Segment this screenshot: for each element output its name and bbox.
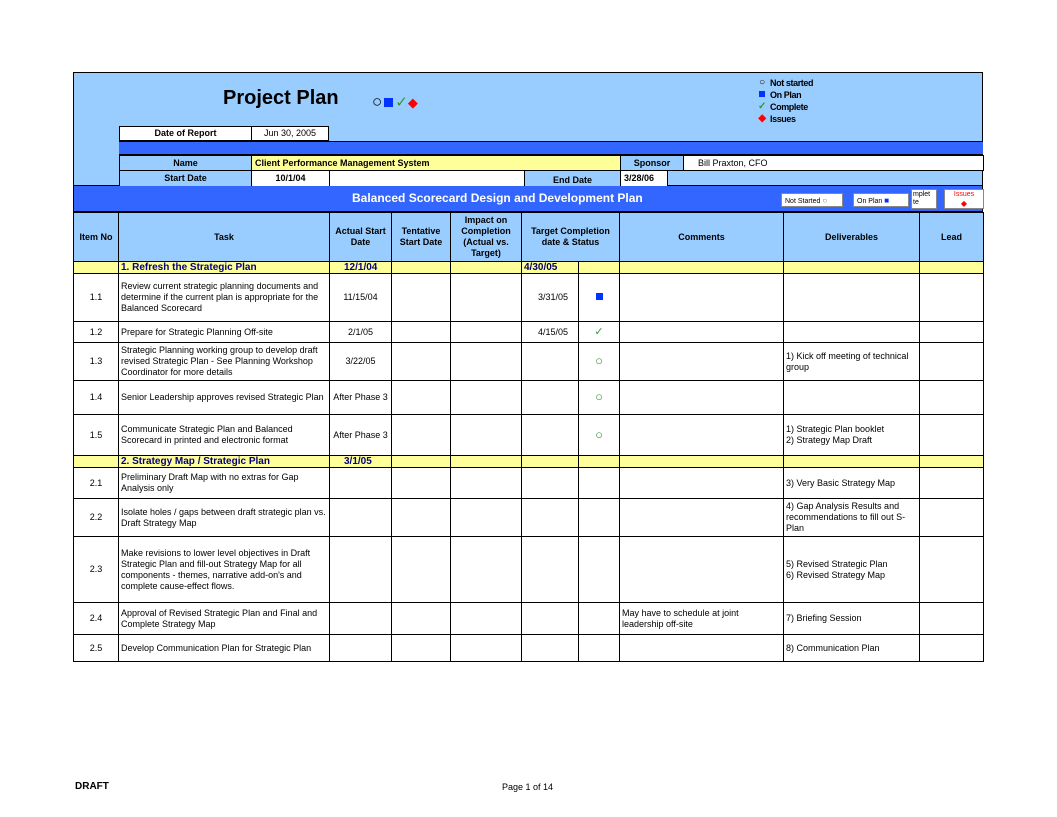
task-text: Communicate Strategic Plan and Balanced Scorecard in printed and electronic format — [119, 415, 330, 456]
comments-text: May have to schedule at joint leadership off-site — [620, 603, 784, 635]
tentative-start-date — [392, 468, 451, 499]
deliverables-text: 4) Gap Analysis Results and recommendations to fill out S-Plan — [784, 499, 920, 537]
table-row — [74, 468, 984, 499]
phase-empty-cell — [784, 456, 920, 468]
plan-table — [73, 212, 984, 662]
target-date — [522, 468, 579, 499]
lead-text — [920, 381, 984, 415]
col-lead: Lead — [920, 213, 984, 262]
comments-text — [620, 468, 784, 499]
item-no: 2.4 — [74, 603, 119, 635]
task-text: Approval of Revised Strategic Plan and Final and Complete Strategy Map — [119, 603, 330, 635]
lead-text — [920, 274, 984, 322]
phase-actual-start: 3/1/05 — [330, 456, 392, 468]
item-no: 1.4 — [74, 381, 119, 415]
tentative-start-date — [392, 381, 451, 415]
lead-text — [920, 635, 984, 662]
col-deliverables: Deliverables — [784, 213, 920, 262]
deliverables-text: 8) Communication Plan — [784, 635, 920, 662]
legend-item-issues — [754, 113, 813, 125]
status-cell — [579, 322, 620, 343]
item-no: 1.1 — [74, 274, 119, 322]
legend-label: Not started — [770, 78, 814, 88]
status-legend — [754, 77, 813, 125]
col-item-no: Item No — [74, 213, 119, 262]
comments-text — [620, 415, 784, 456]
tentative-start-date — [392, 274, 451, 322]
task-text: Prepare for Strategic Planning Off-site — [119, 322, 330, 343]
table-row — [74, 499, 984, 537]
task-text: Develop Communication Plan for Strategic Plan — [119, 635, 330, 662]
target-date — [522, 537, 579, 603]
impact-value — [451, 635, 522, 662]
actual-start-date: After Phase 3 — [330, 381, 392, 415]
start-date-value: 10/1/04 — [251, 170, 330, 187]
status-cell — [579, 537, 620, 603]
legend-item-on-plan — [754, 89, 813, 101]
tentative-start-date — [392, 537, 451, 603]
item-no: 2.5 — [74, 635, 119, 662]
task-text: Review current strategic planning documents and determine if the current plan is appropriate for the Balanced Scorecard — [119, 274, 330, 322]
col-actual-start: Actual Start Date — [330, 213, 392, 262]
sponsor-label: Sponsor — [620, 155, 684, 171]
key-issues — [944, 189, 984, 209]
deliverables-text: 1) Kick off meeting of technical group — [784, 343, 920, 381]
page-number: Page 1 of 14 — [502, 782, 554, 792]
phase-row — [74, 456, 984, 468]
deliverables-text: 1) Strategic Plan booklet 2) Strategy Map Draft — [784, 415, 920, 456]
legend-label: Issues — [770, 114, 796, 124]
task-text: Preliminary Draft Map with no extras for Gap Analysis only — [119, 468, 330, 499]
phase-empty-cell — [620, 456, 784, 468]
comments-text — [620, 274, 784, 322]
phase-target — [522, 456, 579, 468]
impact-value — [451, 274, 522, 322]
table-row — [74, 635, 984, 662]
status-cell — [579, 468, 620, 499]
not-started-circle-icon: ○ — [595, 389, 603, 404]
not-started-circle-icon: ○ — [595, 353, 603, 368]
table-row — [74, 343, 984, 381]
tentative-start-date — [392, 322, 451, 343]
col-target: Target Completion date & Status — [522, 213, 620, 262]
page-title: Project Plan — [223, 87, 339, 109]
actual-start-date: 3/22/05 — [330, 343, 392, 381]
phase-empty-cell — [579, 262, 620, 274]
impact-value — [451, 381, 522, 415]
circle-icon: ○ — [759, 77, 765, 88]
impact-value — [451, 603, 522, 635]
status-cell — [579, 499, 620, 537]
target-date — [522, 635, 579, 662]
status-cell — [579, 274, 620, 322]
lead-text — [920, 537, 984, 603]
phase-empty-cell — [784, 262, 920, 274]
item-no: 2.3 — [74, 537, 119, 603]
key-label: mplet te — [913, 191, 931, 206]
phase-actual-start: 12/1/04 — [330, 262, 392, 274]
status-cell — [579, 343, 620, 381]
square-icon: ■ — [884, 196, 890, 205]
actual-start-date — [330, 603, 392, 635]
table-row — [74, 415, 984, 456]
item-no: 2.2 — [74, 499, 119, 537]
item-no: 1.5 — [74, 415, 119, 456]
lead-text — [920, 322, 984, 343]
phase-target: 4/30/05 — [522, 262, 579, 274]
actual-start-date: 11/15/04 — [330, 274, 392, 322]
blank-cell — [329, 170, 525, 187]
actual-start-date — [330, 537, 392, 603]
deliverables-text: 5) Revised Strategic Plan 6) Revised Strategy Map — [784, 537, 920, 603]
table-row — [74, 274, 984, 322]
deliverables-text: 7) Briefing Session — [784, 603, 920, 635]
comments-text — [620, 499, 784, 537]
key-on-plan — [853, 193, 909, 207]
deliverables-text — [784, 322, 920, 343]
comments-text — [620, 537, 784, 603]
date-of-report-label: Date of Report — [119, 126, 252, 141]
status-cell — [579, 635, 620, 662]
end-date-label: End Date — [524, 170, 621, 187]
table-body — [74, 262, 984, 662]
lead-text — [920, 415, 984, 456]
actual-start-date: After Phase 3 — [330, 415, 392, 456]
status-cell — [579, 415, 620, 456]
col-task: Task — [119, 213, 330, 262]
end-date-value: 3/28/06 — [620, 170, 668, 187]
key-not-started — [781, 193, 843, 207]
tentative-start-date — [392, 635, 451, 662]
impact-value — [451, 468, 522, 499]
actual-start-date: 2/1/05 — [330, 322, 392, 343]
col-impact: Impact on Completion (Actual vs. Target) — [451, 213, 522, 262]
project-plan-sheet — [73, 72, 984, 669]
square-icon — [754, 89, 770, 101]
deliverables-text — [784, 381, 920, 415]
diamond-icon: ◆ — [960, 199, 968, 208]
draft-label: DRAFT — [75, 781, 109, 792]
not-started-circle-icon: ○ — [372, 92, 383, 111]
phase-empty-cell — [74, 262, 119, 274]
issues-diamond-icon: ◆ — [407, 95, 418, 110]
phase-empty-cell — [920, 456, 984, 468]
phase-name: 2. Strategy Map / Strategic Plan — [119, 456, 330, 468]
legend-label: Complete — [770, 102, 808, 112]
phase-name: 1. Refresh the Strategic Plan — [119, 262, 330, 274]
date-of-report-value: Jun 30, 2005 — [251, 126, 329, 141]
phase-empty-cell — [579, 456, 620, 468]
not-started-circle-icon: ○ — [595, 426, 603, 442]
target-date: 4/15/05 — [522, 322, 579, 343]
start-date-label: Start Date — [119, 170, 252, 187]
plan-title: Balanced Scorecard Design and Development Plan — [352, 191, 643, 205]
complete-check-icon: ✓ — [395, 94, 408, 111]
impact-value — [451, 415, 522, 456]
status-cell — [579, 381, 620, 415]
actual-start-date — [330, 635, 392, 662]
impact-value — [451, 537, 522, 603]
tentative-start-date — [392, 603, 451, 635]
col-tentative-start: Tentative Start Date — [392, 213, 451, 262]
impact-value — [451, 343, 522, 381]
phase-empty-cell — [392, 262, 451, 274]
key-complete — [911, 189, 937, 209]
phase-empty-cell — [392, 456, 451, 468]
comments-text — [620, 381, 784, 415]
legend-label: On Plan — [770, 90, 802, 100]
comments-text — [620, 322, 784, 343]
header-divider-bar — [119, 141, 983, 155]
lead-text — [920, 499, 984, 537]
impact-value — [451, 322, 522, 343]
impact-value — [451, 499, 522, 537]
target-date: 3/31/05 — [522, 274, 579, 322]
phase-empty-cell — [74, 456, 119, 468]
key-label: On Plan — [857, 198, 883, 205]
key-label: Not Started — [785, 198, 821, 205]
target-date — [522, 603, 579, 635]
comments-text — [620, 635, 784, 662]
table-row — [74, 537, 984, 603]
deliverables-text — [784, 274, 920, 322]
task-text: Senior Leadership approves revised Strategic Plan — [119, 381, 330, 415]
target-date — [522, 499, 579, 537]
phase-empty-cell — [620, 262, 784, 274]
deliverables-text: 3) Very Basic Strategy Map — [784, 468, 920, 499]
tentative-start-date — [392, 415, 451, 456]
item-no: 2.1 — [74, 468, 119, 499]
sponsor-value: Bill Praxton, CFO — [683, 155, 984, 171]
phase-row — [74, 262, 984, 274]
plan-title-banner — [73, 186, 983, 212]
legend-item-not-started — [754, 77, 813, 89]
item-no: 1.3 — [74, 343, 119, 381]
status-cell — [579, 603, 620, 635]
phase-empty-cell — [451, 456, 522, 468]
phase-empty-cell — [451, 262, 522, 274]
task-text: Isolate holes / gaps between draft strategic plan vs. Draft Strategy Map — [119, 499, 330, 537]
item-no: 1.2 — [74, 322, 119, 343]
on-plan-square-icon — [384, 98, 393, 107]
name-label: Name — [119, 155, 252, 171]
target-date — [522, 415, 579, 456]
header-block — [73, 72, 983, 186]
target-date — [522, 343, 579, 381]
tentative-start-date — [392, 343, 451, 381]
key-label: Issues — [953, 191, 975, 198]
legend-item-complete — [754, 101, 813, 113]
table-row — [74, 603, 984, 635]
title-status-icons — [372, 92, 418, 112]
task-text: Strategic Planning working group to develop draft revised Strategic Plan - See Planning Workshop Coordinator for more details — [119, 343, 330, 381]
lead-text — [920, 343, 984, 381]
on-plan-square-icon — [596, 293, 603, 300]
complete-check-icon: ✓ — [594, 325, 604, 338]
table-header-row — [74, 213, 984, 262]
lead-text — [920, 603, 984, 635]
actual-start-date — [330, 468, 392, 499]
table-row — [74, 381, 984, 415]
diamond-icon: ◆ — [758, 113, 766, 124]
check-icon: ✓ — [758, 101, 766, 112]
project-name-value: Client Performance Management System — [251, 155, 621, 171]
tentative-start-date — [392, 499, 451, 537]
actual-start-date — [330, 499, 392, 537]
lead-text — [920, 468, 984, 499]
table-row — [74, 322, 984, 343]
circle-icon: ○ — [822, 196, 828, 205]
comments-text — [620, 343, 784, 381]
phase-empty-cell — [920, 262, 984, 274]
col-comments: Comments — [620, 213, 784, 262]
task-text: Make revisions to lower level objectives in Draft Strategic Plan and fill-out Strategy Map for all components - themes, narrative add-on's and complete cause-effect flows. — [119, 537, 330, 603]
target-date — [522, 381, 579, 415]
